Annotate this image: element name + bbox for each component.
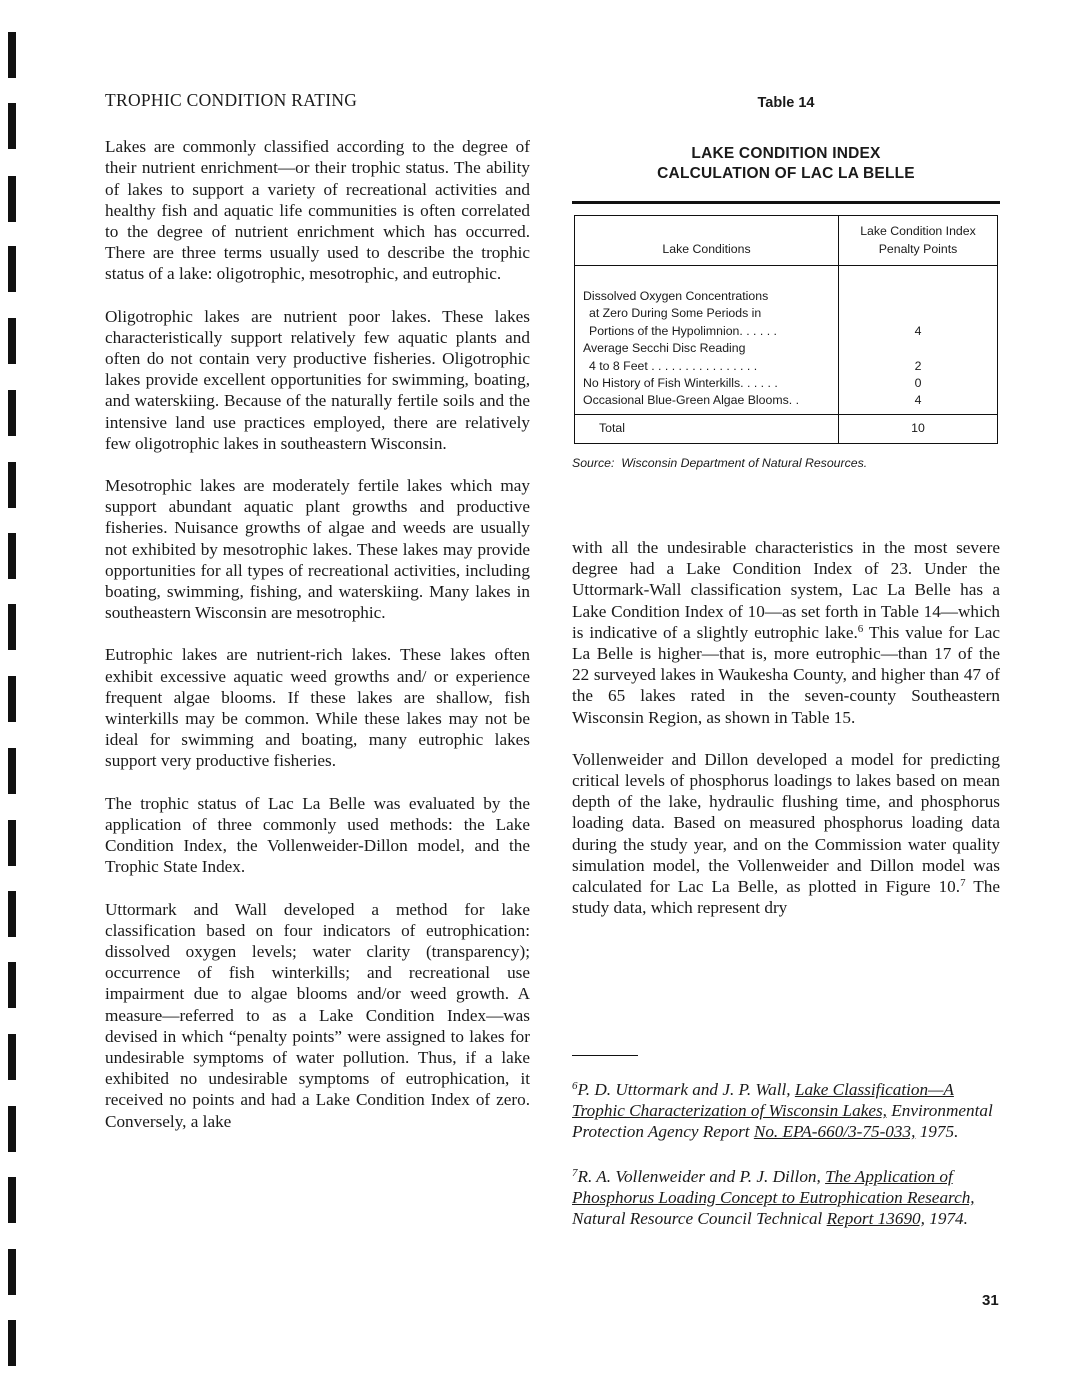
- text-run: This value for Lac La Belle is higher—that is, more eutrophic—than 17 of the 22 surveyed lakes in Waukesha County, and higher than 47 of the 65 lakes rated in the seven-county Southeastern Wisconsin Region, as shown in Table 15.: [572, 622, 1000, 727]
- source-text: Wisconsin Department of Natural Resources.: [621, 456, 868, 471]
- footnote-year: 1974.: [924, 1209, 968, 1229]
- footnote-rule: [572, 1055, 638, 1056]
- binding-marks: [8, 0, 18, 1380]
- footnote-mark: 6: [572, 1080, 578, 1092]
- footnote-year: 1975.: [915, 1122, 959, 1142]
- paragraph-methods: The trophic status of Lac La Belle was evaluated by the application of three commonly used methods: the Lake Condition Index, the Vollenweider-Dillon model, and the Trophic State Index.: [105, 793, 530, 877]
- paragraph-oligotrophic: Oligotrophic lakes are nutrient poor lakes. These lakes characteristically support relatively few aquatic plants and often do not contain very productive fisheries. Oligotrophic lakes provide excellent opportunities for swimming, boating, and waterskiing. Because of the naturally fertile soils and the intensive land use practices employed, there are relatively few oligotrophic lakes in southeastern Wisconsin.: [105, 306, 530, 453]
- paragraph-uttormark-wall: Uttormark and Wall developed a method for lake classification based on four indicators of eutrophication: dissolved oxygen levels; water clarity (transparency); occurrence of fish winterkills; and recreational use impairment due to algae blooms and/or weed growth. A measure—referred to as a Lake Condition Index—was devised in which “penalty points” were assigned to lakes for undesirable symptoms of water pollution. Thus, if a lake exhibited no undesirable symptoms of eutrophication, it received no points and had a Lake Condition Index of zero. Conversely, a lake: [105, 899, 530, 1131]
- footnote-report: Report 13690,: [826, 1209, 925, 1229]
- text-run: with all the undesirable characteristics in the most severe degree had a Lake Condition Index of 23. Under the Uttormark-Wall classification system, Lac La Belle has a Lake Condition Index of 10—as set forth in Table 14—which is indicative of a slightly eutrophic lake.: [572, 538, 1000, 642]
- table-row-line: at Zero During Some Periods in: [589, 306, 762, 321]
- source-label: Source:: [572, 456, 615, 471]
- table-total-row: [575, 414, 997, 443]
- right-column: [572, 90, 1000, 1229]
- section-heading: TROPHIC CONDITION RATING: [105, 90, 358, 110]
- text-run: The study data, which represent dry: [572, 877, 1000, 918]
- footnote-title: The Application of Phosphorus Loading Concept to Eutrophication Research,: [572, 1166, 975, 1207]
- footnote-6: [572, 1076, 1000, 1143]
- col-header-penalty-line2: Penalty Points: [878, 241, 958, 256]
- footnotes: [572, 1076, 1000, 1249]
- left-column: [105, 90, 530, 1153]
- total-label: Total: [575, 415, 839, 443]
- footnote-7: [572, 1163, 1000, 1230]
- penalty-value: 4: [914, 393, 922, 408]
- text-run: Vollenweider and Dillon developed a model for predicting critical levels of phosphorus loadings to lakes based on mean depth of the lake, hydraulic flushing time, and phosphorus loading data. Based on measured phosphorus loading data during the study year, and on the Commission water quality simulation model, the Vollenweider and Dillon model was calculated for Lac La Belle, as plotted in Figure 10.: [572, 749, 1000, 897]
- paragraph-lake-condition-result: [572, 537, 1000, 728]
- penalty-value: 4: [914, 323, 922, 338]
- footnote-ref-7[interactable]: 7: [960, 877, 966, 890]
- footnote-publisher: Environmental Protection Agency Report: [572, 1101, 993, 1142]
- table-title-line1: LAKE CONDITION INDEX: [691, 145, 881, 163]
- total-value: 10: [911, 420, 925, 435]
- col-header-conditions: Lake Conditions: [575, 216, 839, 265]
- table-row-line: Dissolved Oxygen Concentrations: [583, 289, 769, 304]
- paragraph-eutrophic: Eutrophic lakes are nutrient-rich lakes. These lakes often exhibit excessive aquatic weed growths and/ or experience frequent algae blooms. If these lakes are shallow, fish winterkills may be common. While these lakes may not be ideal for swimming and boating, many eutrophic lakes support very productive fisheries.: [105, 645, 530, 771]
- table-source: [572, 453, 1000, 474]
- footnote-ref-6[interactable]: 6: [857, 622, 864, 635]
- table-header-row: [575, 216, 997, 266]
- table-row-line: 4 to 8 Feet . . . . . . . . . . . . . . . .: [589, 358, 758, 373]
- col-header-penalty: [839, 216, 997, 265]
- footnote-report: No. EPA-660/3-75-033,: [753, 1122, 916, 1142]
- table-row-line: No History of Fish Winterkills. . . . . .: [583, 376, 778, 391]
- penalty-value: 2: [914, 358, 922, 373]
- right-body-text: [572, 537, 1000, 939]
- table-row-line: Occasional Blue-Green Algae Blooms. .: [583, 393, 799, 408]
- paragraph-mesotrophic: Mesotrophic lakes are moderately fertile lakes which may support abundant aquatic plant growths and productive fisheries. Nuisance growths of algae and weeds are usually not exhibited by mesotrophic lakes. These lakes may provide opportunities for all types of recreational activities, including boating, swimming, fishing, and waterskiing. Many lakes in southeastern Wisconsin are mesotrophic.: [105, 476, 530, 623]
- table-title-line2: CALCULATION OF LAC LA BELLE: [657, 165, 915, 183]
- penalty-value: 0: [914, 376, 922, 391]
- footnote-mark: 7: [572, 1166, 578, 1179]
- table-body: [575, 266, 997, 414]
- table-row-line: Portions of the Hypolimnion. . . . . .: [589, 323, 777, 338]
- page-number: 31: [982, 1292, 999, 1309]
- table-14: [572, 93, 1000, 474]
- footnote-title: Lake Classification—A Trophic Characterization of Wisconsin Lakes,: [572, 1080, 954, 1121]
- col-header-penalty-line1: Lake Condition Index: [860, 224, 976, 239]
- paragraph-intro: Lakes are commonly classified according to the degree of their nutrient enrichment—or their trophic status. The ability of lakes to support a variety of recreational activities and healthy fish and aquatic life communities is often correlated to the degree of nutrient enrichment which has occurred. There are three terms usually used to describe the trophic status of a lake: oligotrophic, mesotrophic, and eutrophic.: [105, 137, 530, 284]
- paragraph-vollenweider-dillon: [572, 749, 1000, 919]
- table-number: Table 14: [757, 95, 815, 111]
- footnote-authors: R. A. Vollenweider and P. J. Dillon,: [577, 1166, 826, 1186]
- conditions-cell: [575, 266, 839, 414]
- footnote-publisher: Natural Resource Council Technical: [572, 1209, 827, 1229]
- footnote-authors: P. D. Uttormark and J. P. Wall,: [577, 1080, 795, 1099]
- table-frame: [574, 215, 998, 444]
- table-title: [572, 144, 1000, 184]
- table-row-line: Average Secchi Disc Reading: [583, 341, 746, 356]
- table-rule: [572, 201, 1000, 204]
- penalty-cell: [839, 266, 997, 414]
